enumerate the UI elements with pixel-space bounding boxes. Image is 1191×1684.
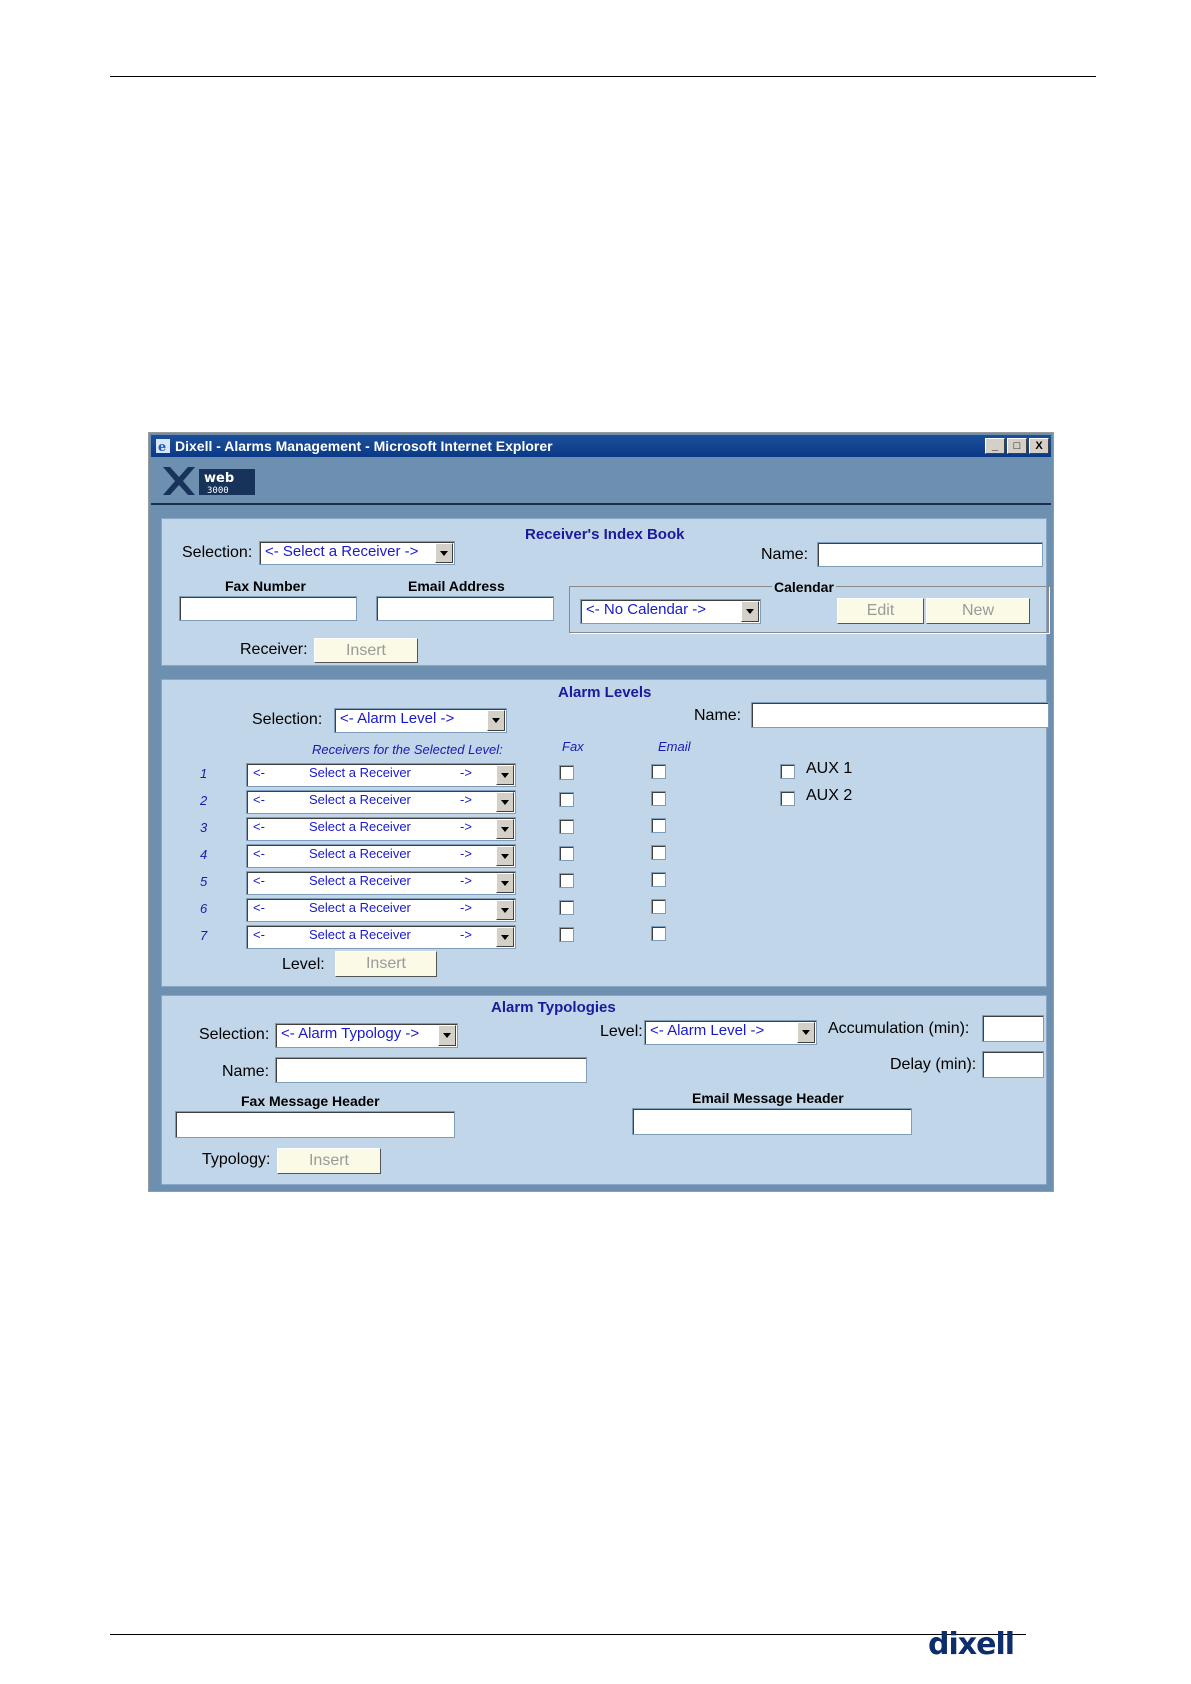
email-checkbox[interactable] <box>651 791 666 806</box>
minimize-button[interactable]: _ <box>985 438 1005 454</box>
maximize-button[interactable]: □ <box>1007 438 1027 454</box>
typology-level-select[interactable] <box>644 1020 817 1045</box>
select-value: Select a Receiver <box>309 792 411 807</box>
level-receiver-select[interactable] <box>246 925 516 949</box>
select-value: Select a Receiver <box>309 927 411 942</box>
select-value: Select a Receiver <box>309 873 411 888</box>
fax-number-field[interactable] <box>179 596 357 621</box>
select-suffix: -> <box>460 846 472 861</box>
chevron-down-icon[interactable] <box>496 900 514 920</box>
email-checkbox[interactable] <box>651 926 666 941</box>
chevron-down-icon[interactable] <box>496 819 514 839</box>
chevron-down-icon[interactable] <box>438 1025 456 1046</box>
receivers-header: Receivers for the Selected Level: <box>312 742 503 757</box>
fax-checkbox[interactable] <box>559 927 574 942</box>
alarm-typologies-panel <box>161 995 1047 1185</box>
email-address-field[interactable] <box>376 596 554 621</box>
select-suffix: -> <box>460 819 472 834</box>
email-message-header-label: Email Message Header <box>692 1090 844 1106</box>
email-checkbox[interactable] <box>651 818 666 833</box>
fax-message-header-label: Fax Message Header <box>241 1093 380 1109</box>
svg-text:e: e <box>158 440 167 454</box>
alarm-typology-select[interactable] <box>275 1023 458 1048</box>
calendar-select[interactable] <box>580 599 761 624</box>
aux2-checkbox[interactable] <box>780 791 795 806</box>
selection-label: Selection: <box>182 544 253 561</box>
typology-level-select-value: <- Alarm Level -> <box>650 1022 765 1039</box>
receiver-name-field[interactable] <box>817 542 1043 567</box>
edit-button[interactable]: Edit <box>837 598 924 624</box>
name-label: Name: <box>694 707 742 724</box>
select-suffix: -> <box>460 873 472 888</box>
fax-header: Fax <box>562 739 584 754</box>
select-prefix: <- <box>253 846 265 861</box>
email-header: Email <box>658 739 691 754</box>
aux2-label: AUX 2 <box>806 787 853 804</box>
row-number: 2 <box>200 793 208 808</box>
page-top-rule <box>110 76 1096 77</box>
svg-text:dixell: dixell <box>928 1627 1015 1660</box>
email-message-header-field[interactable] <box>632 1108 912 1135</box>
level-label: Level: <box>282 956 325 973</box>
typology-name-field[interactable] <box>275 1057 587 1083</box>
name-label: Name: <box>761 546 809 563</box>
email-checkbox[interactable] <box>651 845 666 860</box>
select-value: Select a Receiver <box>309 819 411 834</box>
email-checkbox[interactable] <box>651 872 666 887</box>
level-receiver-select[interactable] <box>246 844 516 868</box>
insert-level-button[interactable]: Insert <box>335 951 437 977</box>
select-prefix: <- <box>253 765 265 780</box>
delay-field[interactable] <box>982 1051 1044 1078</box>
svg-text:3000: 3000 <box>207 486 229 496</box>
select-prefix: <- <box>253 873 265 888</box>
chevron-down-icon[interactable] <box>435 543 453 563</box>
app-header <box>151 459 1051 505</box>
email-checkbox[interactable] <box>651 764 666 779</box>
fax-number-label: Fax Number <box>225 578 306 594</box>
receiver-select-value: <- Select a Receiver -> <box>265 543 419 560</box>
accumulation-field[interactable] <box>982 1015 1044 1042</box>
select-suffix: -> <box>460 765 472 780</box>
section-title: Alarm Typologies <box>491 999 616 1016</box>
insert-receiver-button[interactable]: Insert <box>314 638 418 663</box>
alarm-level-select-value: <- Alarm Level -> <box>340 710 455 727</box>
chevron-down-icon[interactable] <box>496 873 514 893</box>
aux1-checkbox[interactable] <box>780 764 795 779</box>
chevron-down-icon[interactable] <box>496 765 514 785</box>
select-prefix: <- <box>253 792 265 807</box>
select-suffix: -> <box>460 927 472 942</box>
select-suffix: -> <box>460 900 472 915</box>
row-number: 7 <box>200 928 208 943</box>
delay-label: Delay (min): <box>890 1056 977 1073</box>
level-receiver-select[interactable] <box>246 871 516 895</box>
select-prefix: <- <box>253 900 265 915</box>
receiver-label: Receiver: <box>240 641 308 658</box>
chevron-down-icon[interactable] <box>496 846 514 866</box>
accumulation-label: Accumulation (min): <box>828 1020 970 1037</box>
chevron-down-icon[interactable] <box>797 1022 815 1043</box>
select-value: Select a Receiver <box>309 765 411 780</box>
select-prefix: <- <box>253 819 265 834</box>
section-title: Receiver's Index Book <box>525 526 685 543</box>
level-label: Level: <box>600 1023 643 1040</box>
level-receiver-select[interactable] <box>246 790 516 814</box>
xweb-logo <box>161 465 261 497</box>
receivers-index-book-panel <box>161 518 1047 666</box>
typology-label: Typology: <box>202 1151 271 1168</box>
email-address-label: Email Address <box>408 578 505 594</box>
title-bar <box>151 435 1051 457</box>
row-number: 1 <box>200 766 208 781</box>
fax-message-header-field[interactable] <box>175 1111 455 1138</box>
fax-checkbox[interactable] <box>559 873 574 888</box>
svg-text:web: web <box>204 471 235 486</box>
alarm-level-name-field[interactable] <box>751 702 1049 728</box>
level-receiver-select[interactable] <box>246 817 516 841</box>
calendar-label: Calendar <box>774 579 834 595</box>
chevron-down-icon[interactable] <box>487 710 505 731</box>
row-number: 5 <box>200 874 208 889</box>
fax-checkbox[interactable] <box>559 792 574 807</box>
alarm-typology-select-value: <- Alarm Typology -> <box>281 1025 420 1042</box>
alarm-levels-panel <box>161 679 1047 987</box>
selection-label: Selection: <box>252 711 323 728</box>
select-prefix: <- <box>253 927 265 942</box>
window-title: Dixell - Alarms Management - Microsoft Internet Explorer <box>175 438 553 454</box>
fax-checkbox[interactable] <box>559 765 574 780</box>
receiver-select[interactable] <box>259 541 455 565</box>
select-value: Select a Receiver <box>309 846 411 861</box>
row-number: 6 <box>200 901 208 916</box>
row-number: 3 <box>200 820 208 835</box>
close-button[interactable]: X <box>1029 438 1049 454</box>
fax-checkbox[interactable] <box>559 846 574 861</box>
select-suffix: -> <box>460 792 472 807</box>
internet-explorer-icon <box>155 438 171 454</box>
calendar-select-value: <- No Calendar -> <box>586 601 707 618</box>
name-label: Name: <box>222 1063 270 1080</box>
browser-window <box>148 432 1054 1192</box>
alarm-level-select[interactable] <box>334 708 507 733</box>
selection-label: Selection: <box>199 1026 270 1043</box>
level-receiver-select[interactable] <box>246 763 516 787</box>
row-number: 4 <box>200 847 208 862</box>
chevron-down-icon[interactable] <box>496 927 514 947</box>
level-receiver-select[interactable] <box>246 898 516 922</box>
aux1-label: AUX 1 <box>806 760 853 777</box>
new-button[interactable]: New <box>926 598 1030 624</box>
chevron-down-icon[interactable] <box>496 792 514 812</box>
email-checkbox[interactable] <box>651 899 666 914</box>
chevron-down-icon[interactable] <box>741 601 759 622</box>
dixell-logo <box>928 1626 1032 1660</box>
select-value: Select a Receiver <box>309 900 411 915</box>
fax-checkbox[interactable] <box>559 900 574 915</box>
insert-typology-button[interactable]: Insert <box>277 1148 381 1174</box>
fax-checkbox[interactable] <box>559 819 574 834</box>
section-title: Alarm Levels <box>558 684 652 701</box>
page-bottom-rule <box>110 1634 1026 1635</box>
